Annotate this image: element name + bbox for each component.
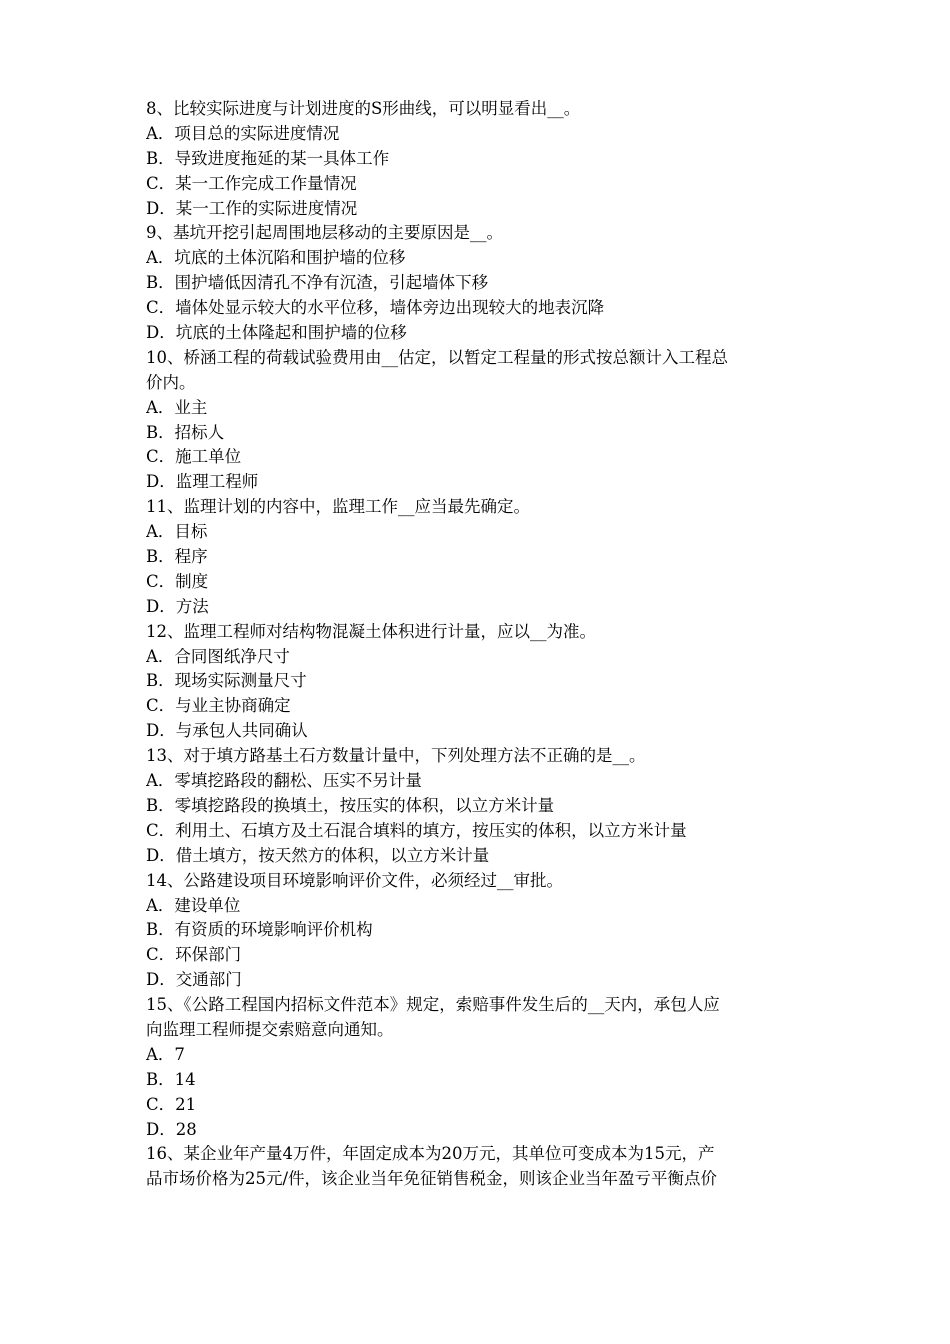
option-d: D．交通部门 [146,970,242,990]
question-14 [146,869,820,993]
option-d: D．与承包人共同确认 [146,721,308,741]
option-b: B．有资质的环境影响评价机构 [146,920,373,940]
option-a: A．目标 [146,522,208,542]
option-a: A．建设单位 [146,895,241,915]
question-stem: 11、监理计划的内容中，监理工作__应当最先确定。 [146,497,530,517]
question-15 [146,993,820,1142]
question-13 [146,744,820,868]
question-stem-continued: 品市场价格为25元/件，该企业当年免征销售税金，则该企业当年盈亏平衡点价 [146,1169,718,1189]
option-a: A．项目总的实际进度情况 [146,123,340,143]
option-b: B．围护墙低因清孔不净有沉渣，引起墙体下移 [146,273,489,293]
option-b: B．招标人 [146,422,225,442]
option-a: A．业主 [146,397,208,417]
question-11 [146,495,820,619]
question-stem: 14、公路建设项目环境影响评价文件，必须经过__审批。 [146,870,563,890]
option-a: A．7 [146,1044,185,1064]
option-d: D．坑底的土体隆起和围护墙的位移 [146,323,407,343]
option-c: C．21 [146,1094,197,1114]
question-8 [146,97,820,221]
option-c: C．施工单位 [146,447,242,467]
option-d: D．监理工程师 [146,472,259,492]
question-stem: 10、桥涵工程的荷载试验费用由__估定，以暂定工程量的形式按总额计入工程总 [146,347,728,367]
option-b: B．导致进度拖延的某一具体工作 [146,148,390,168]
question-10 [146,346,820,495]
option-d: D．方法 [146,596,209,616]
option-a: A．合同图纸净尺寸 [146,646,290,666]
question-stem: 8、比较实际进度与计划进度的S形曲线，可以明显看出__。 [146,99,581,118]
option-c: C．环保部门 [146,945,242,965]
question-stem: 12、监理工程师对结构物混凝土体积进行计量，应以__为准。 [146,621,596,641]
option-c: C．墙体处显示较大的水平位移，墙体旁边出现较大的地表沉降 [146,298,605,318]
question-stem-continued: 向监理工程师提交索赔意向通知。 [146,1019,394,1039]
option-d: D．借土填方，按天然方的体积，以立方米计量 [146,845,490,865]
question-stem-continued: 价内。 [146,372,196,392]
option-d: D．某一工作的实际进度情况 [146,198,358,218]
option-b: B．零填挖路段的换填土，按压实的体积，以立方米计量 [146,795,555,815]
question-9 [146,221,820,345]
option-c: C．与业主协商确定 [146,696,291,716]
question-16 [146,1142,820,1192]
option-b: B．14 [146,1069,196,1089]
question-12 [146,620,820,744]
option-c: C．制度 [146,571,209,591]
option-a: A．坑底的土体沉陷和围护墙的位移 [146,248,406,268]
option-c: C．某一工作完成工作量情况 [146,173,357,193]
question-stem: 13、对于填方路基土石方数量计量中，下列处理方法不正确的是__。 [146,746,646,766]
question-stem: 9、基坑开挖引起周围地层移动的主要原因是__。 [146,223,503,243]
question-stem: 16、某企业年产量4万件，年固定成本为20万元，其单位可变成本为15元，产 [146,1144,715,1164]
option-b: B．程序 [146,547,208,567]
option-b: B．现场实际测量尺寸 [146,671,307,691]
option-a: A．零填挖路段的翻松、压实不另计量 [146,771,422,791]
option-d: D．28 [146,1119,197,1139]
question-stem: 15、《公路工程国内招标文件范本》规定，索赔事件发生后的__天内，承包人应 [146,995,720,1015]
option-c: C．利用土、石填方及土石混合填料的填方，按压实的体积，以立方米计量 [146,820,687,840]
